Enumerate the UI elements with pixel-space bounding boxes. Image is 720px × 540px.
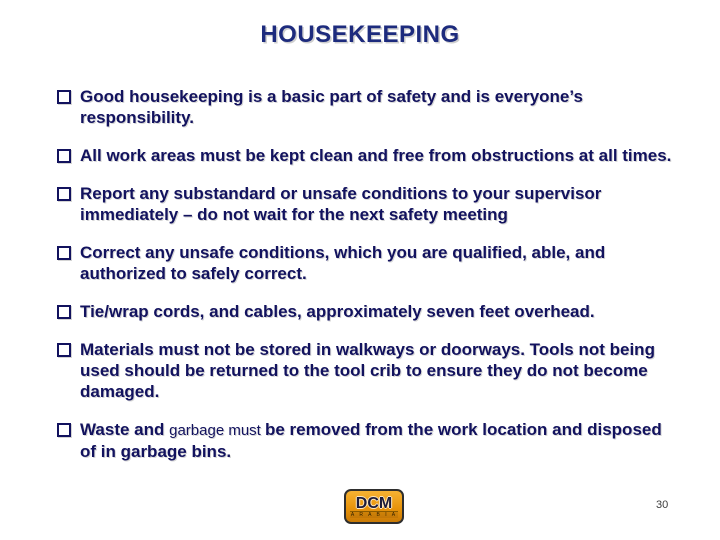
bullet-text: Report any substandard or unsafe conditions to your supervisor immediately – do not wait for the next safety meeting: [80, 184, 602, 224]
logo-subtext: A R A B I A: [350, 511, 398, 518]
bullet-text: Materials must not be stored in walkways or doorways. Tools not being used should be returned to the tool crib to ensure they do not become damaged.: [80, 340, 655, 401]
checkbox-bullet-icon: [57, 423, 71, 437]
bullet-text: Waste and garbage must be removed from the work location and disposed of in garbage bins.: [80, 420, 662, 461]
bullet-item: [57, 86, 707, 128]
checkbox-bullet-icon: [57, 90, 71, 104]
bullet-item: [57, 419, 707, 462]
dcm-logo: [344, 489, 404, 524]
bullet-text: Correct any unsafe conditions, which you are qualified, able, and authorized to safely correct.: [80, 243, 606, 283]
bullet-text: All work areas must be kept clean and free from obstructions at all times.: [80, 146, 672, 165]
checkbox-bullet-icon: [57, 305, 71, 319]
bullet-text: Tie/wrap cords, and cables, approximately seven feet overhead.: [80, 302, 595, 321]
bullet-item: [57, 301, 707, 322]
checkbox-bullet-icon: [57, 187, 71, 201]
checkbox-bullet-icon: [57, 246, 71, 260]
bullet-item: [57, 183, 707, 225]
page-number: 30: [656, 499, 669, 511]
bullet-item: [57, 339, 707, 402]
bullet-list: [57, 86, 707, 479]
bullet-item: [57, 145, 707, 166]
bullet-text: Good housekeeping is a basic part of safety and is everyone’s responsibility.: [80, 87, 583, 127]
checkbox-bullet-icon: [57, 343, 71, 357]
checkbox-bullet-icon: [57, 149, 71, 163]
bullet-item: [57, 242, 707, 284]
page-title: HOUSEKEEPING: [260, 21, 460, 48]
logo-text: DCM: [355, 494, 393, 512]
